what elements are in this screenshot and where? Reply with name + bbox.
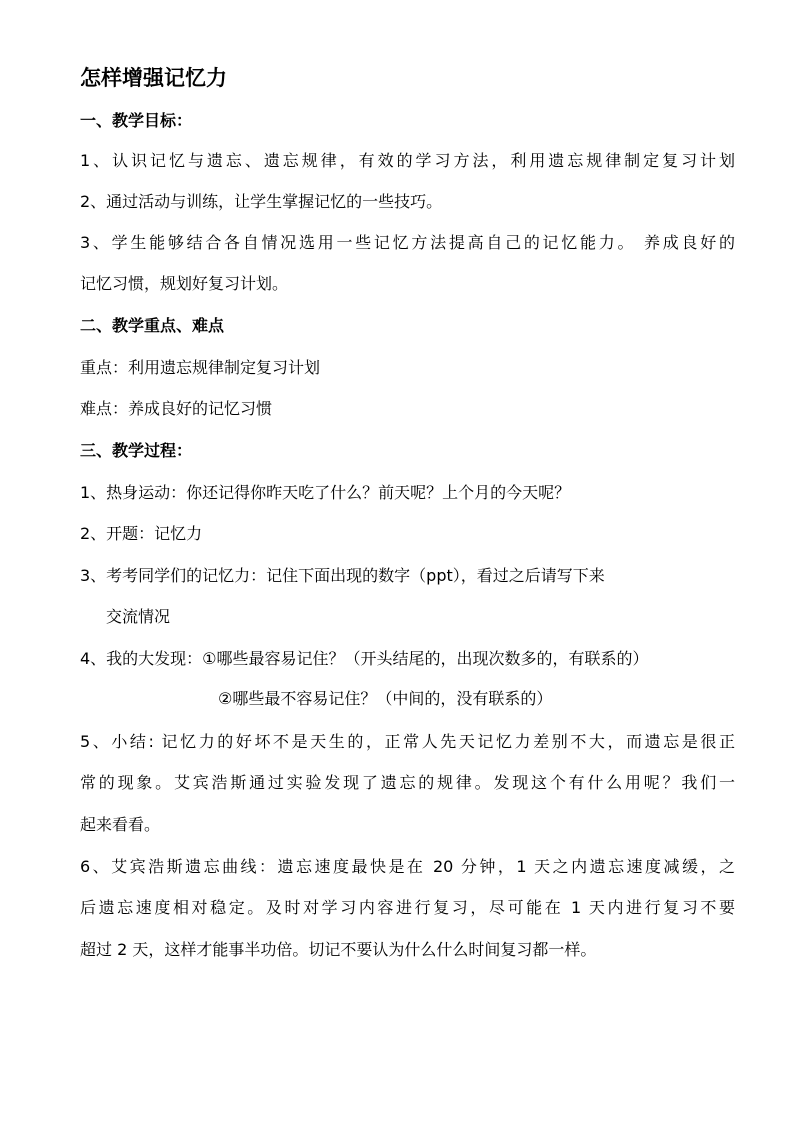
objective-item-2: 2、通过活动与训练，让学生掌握记忆的一些技巧。 xyxy=(80,192,443,211)
key-point-focus: 重点：利用遗忘规律制定复习计划 xyxy=(80,358,321,377)
objective-item-3: 3、学生能够结合各自情况选用一些记忆方法提高自己的记忆能力。 养成良好的 xyxy=(80,233,735,252)
key-point-difficulty: 难点：养成良好的记忆习惯 xyxy=(80,399,273,418)
objective-item-1: 1、认识记忆与遗忘、遗忘规律，有效的学习方法，利用遗忘规律制定复习计划 xyxy=(80,151,735,170)
process-item-6-line-3: 超过 2 天，这样才能事半功倍。切记不要认为什么什么时间复习都一样。 xyxy=(80,940,597,959)
objective-item-3-continued: 记忆习惯，规划好复习计划。 xyxy=(80,274,289,293)
document-title: 怎样增强记忆力 xyxy=(80,66,227,90)
process-item-4-sub: ②哪些最不容易记住？（中间的，没有联系的） xyxy=(218,689,553,708)
process-item-1: 1、热身运动：你还记得你昨天吃了什么？前天呢？上个月的今天呢？ xyxy=(80,483,571,502)
process-item-5-line-3: 起来看看。 xyxy=(80,815,161,834)
process-item-3: 3、考考同学们的记忆力：记住下面出现的数字（ppt），看过之后请写下来 xyxy=(80,566,605,585)
process-item-6-line-2: 后遗忘速度相对稳定。及时对学习内容进行复习，尽可能在 1 天内进行复习不要 xyxy=(80,898,735,917)
process-item-5-line-2: 常的现象。艾宾浩斯通过实验发现了遗忘的规律。发现这个有什么用呢？我们一 xyxy=(80,773,735,792)
process-item-4: 4、我的大发现：①哪些最容易记住？（开头结尾的，出现次数多的，有联系的） xyxy=(80,649,649,668)
process-item-3-exchange: 交流情况 xyxy=(106,607,171,626)
process-item-5-line-1: 5、小结: 记忆力的好坏不是天生的，正常人先天记忆力差别不大，而遗忘是很正 xyxy=(80,732,735,751)
process-item-6-line-1: 6、艾宾浩斯遗忘曲线：遗忘速度最快是在 20 分钟，1 天之内遗忘速度减缓，之 xyxy=(80,857,735,876)
section-heading-process: 三、教学过程： xyxy=(80,441,193,460)
section-heading-key-points: 二、教学重点、难点 xyxy=(80,316,225,335)
section-heading-objectives: 一、教学目标： xyxy=(80,111,193,130)
process-item-2: 2、开题：记忆力 xyxy=(80,524,203,543)
